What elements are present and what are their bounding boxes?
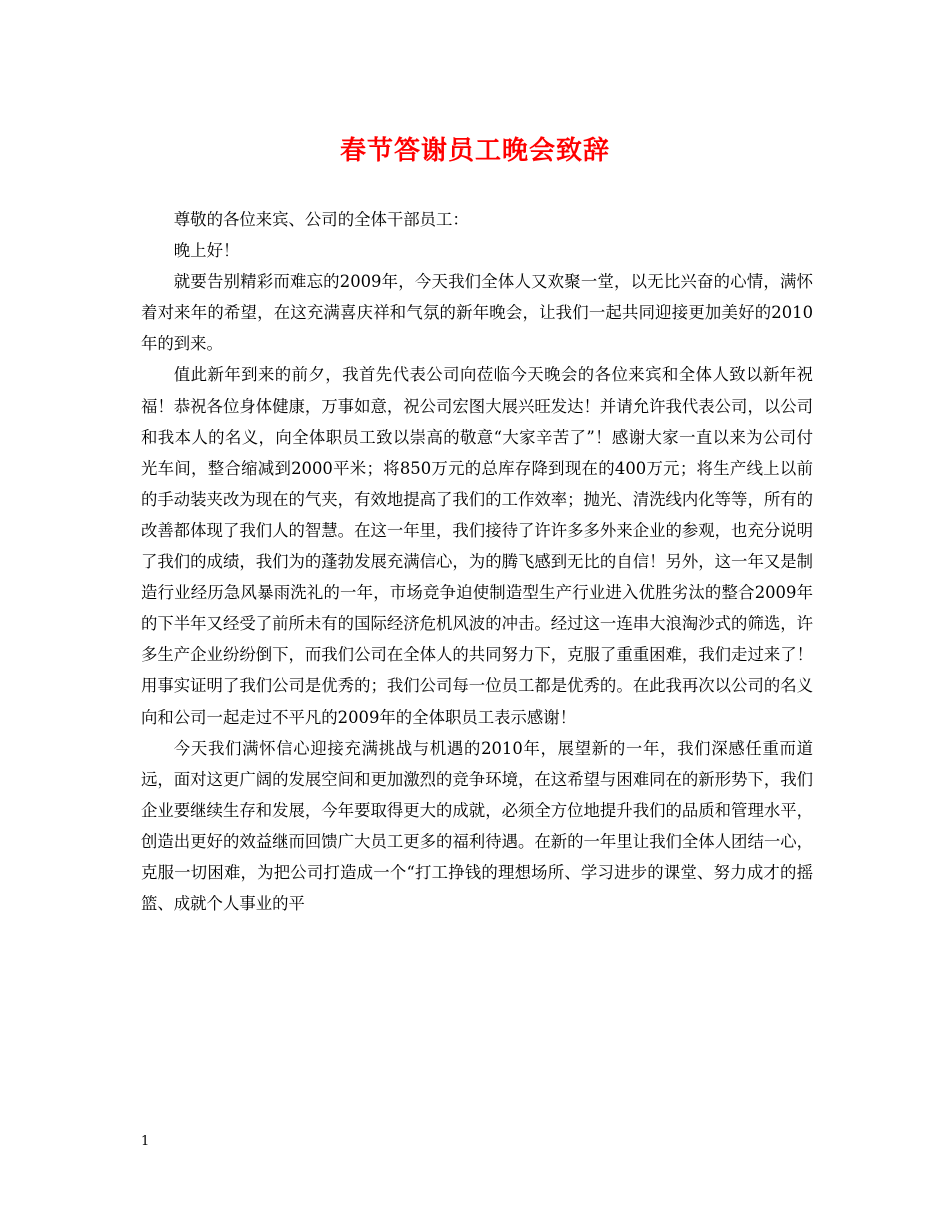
document-title: 春节答谢员工晚会致辞: [339, 136, 610, 166]
greeting-evening: 晚上好！: [173, 241, 240, 261]
paragraph-farewell-2009: 就要告别精彩而难忘的2009年，今天我们全体人又欢聚一堂，以无比兴奋的心情，满怀着对来年的希望，在这充满喜庆祥和气氛的新年晚会，让我们一起共同迎接更加美好的2010年的到来。: [141, 272, 813, 354]
page-number: 1: [141, 1134, 150, 1149]
document-body: [141, 204, 813, 919]
greeting-salutation: 尊敬的各位来宾、公司的全体干部员工：: [173, 210, 469, 229]
paragraph-thanks: 值此新年到来的前夕，我首先代表公司向莅临今天晚会的各位来宾和全体人致以新年祝福！恭祝各位身体健康，万事如意，祝公司宏图大展兴旺发达！并请允许我代表公司，以公司和我本人的名义，向全体职员工致以崇高的敬意“大家辛苦了”！感谢大家一直以来为公司付光车间，整合缩减到2000平米；将850万元的总库存降到现在的400万元；将生产线上以前的手动装夹改为现在的气夹，有效地提高了我们的工作效率；抛光、清洗线内化等等，所有的改善都体现了我们人的智慧。在这一年里，我们接待了许许多多外来企业的参观，也充分说明了我们的成绩，我们为的蓬勃发展充满信心，为的腾飞感到无比的自信！另外，这一年又是制造行业经历急风暴雨洗礼的一年，市场竞争迫使制造型生产行业进入优胜劣汰的整合2009年的下半年又经受了前所未有的国际经济危机风波的冲击。经过这一连串大浪淘沙式的筛选，许多生产企业纷纷倒下，而我们公司在全体人的共同努力下，克服了重重困难，我们走过来了！用事实证明了我们公司是优秀的；我们公司每一位员工都是优秀的。在此我再次以公司的名义向和公司一起走过不平凡的2009年的全体职员工表示感谢！: [141, 365, 814, 727]
paragraph-outlook-2010: 今天我们满怀信心迎接充满挑战与机遇的2010年，展望新的一年，我们深感任重而道远，面对这更广阔的发展空间和更加激烈的竞争环境，在这希望与困难同在的新形势下，我们企业要继续生存和发展，今年要取得更大的成就，必须全方位地提升我们的品质和管理水平，创造出更好的效益继而回馈广大员工更多的福利待遇。在新的一年里让我们全体人团结一心，克服一切困难，为把公司打造成一个“打工挣钱的理想场所、学习进步的课堂、努力成才的摇篮、成就个人事业的平: [141, 738, 814, 914]
